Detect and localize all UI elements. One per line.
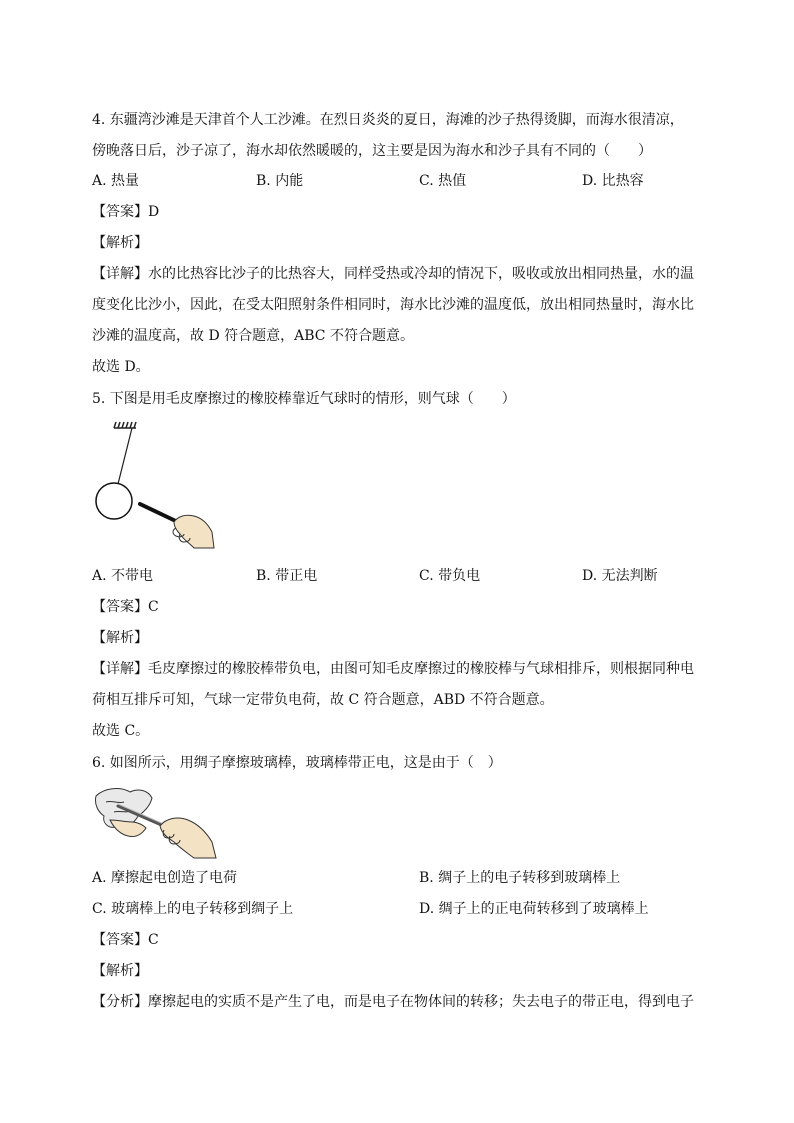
q6-option-a: A. 摩擦起电创造了电荷 — [92, 870, 238, 886]
q4-conclusion: 故选 D。 — [92, 359, 150, 375]
q6-option-c: C. 玻璃棒上的电子转移到绸子上 — [92, 901, 294, 917]
string — [118, 428, 132, 484]
balloon — [96, 483, 132, 519]
q4-detail-line2: 度变化比沙小，因此，在受太阳照射条件相同时，海水比沙滩的温度低，放出相同热量时，海水比 — [92, 297, 694, 313]
q5-detail-line1: 【详解】毛皮摩擦过的橡胶棒带负电，由图可知毛皮摩擦过的橡胶棒与气球相排斥，则根据同种电 — [92, 661, 694, 677]
q5-conclusion: 故选 C。 — [92, 723, 150, 739]
ceiling-support — [114, 422, 136, 428]
hand — [173, 515, 214, 548]
q5-option-a: A. 不带电 — [92, 568, 154, 584]
left-hand — [110, 820, 146, 837]
q5-option-c: C. 带负电 — [419, 568, 481, 584]
q6-option-b: B. 绸子上的电子转移到玻璃棒上 — [419, 870, 621, 886]
q4-detail-line3: 沙滩的温度高，故 D 符合题意，ABC 不符合题意。 — [92, 328, 414, 344]
q5-option-b: B. 带正电 — [256, 568, 318, 584]
q4-option-b: B. 内能 — [256, 173, 304, 189]
q4-option-a: A. 热量 — [92, 173, 140, 189]
q5-answer: 【答案】C — [92, 599, 159, 615]
q5-detail-line2: 荷相互排斥可知，气球一定带负电荷，故 C 符合题意，ABD 不符合题意。 — [92, 692, 554, 708]
q4-answer: 【答案】D — [92, 204, 160, 220]
q4-analysis-label: 【解析】 — [92, 235, 148, 251]
q4-stem-line2: 傍晚落日后，沙子凉了，海水却依然暖暖的，这主要是因为海水和沙子具有不同的（ ） — [92, 143, 652, 159]
q6-answer: 【答案】C — [92, 932, 159, 948]
q6-stem: 6. 如图所示，用绸子摩擦玻璃棒，玻璃棒带正电，这是由于（ ） — [92, 755, 502, 771]
q4-option-d: D. 比热容 — [582, 173, 644, 189]
q4-stem-line1: 4. 东疆湾沙滩是天津首个人工沙滩。在烈日炎炎的夏日，海滩的沙子热得烫脚，而海水很清凉， — [92, 112, 684, 128]
balloon-rod-figure — [90, 420, 220, 555]
q5-stem: 5. 下图是用毛皮摩擦过的橡胶棒靠近气球时的情形，则气球（ ） — [92, 391, 516, 407]
q6-analysis-label: 【解析】 — [92, 963, 148, 979]
q6-option-d: D. 绸子上的正电荷转移到了玻璃棒上 — [419, 901, 649, 917]
q6-analysis-line1: 【分析】摩擦起电的实质不是产生了电，而是电子在物体间的转移；失去电子的带正电，得到电子 — [92, 994, 694, 1010]
q4-detail-line1: 【详解】水的比热容比沙子的比热容大，同样受热或冷却的情况下，吸收或放出相同热量，水的温 — [92, 266, 694, 282]
q5-analysis-label: 【解析】 — [92, 630, 148, 646]
silk-glass-rod-figure — [90, 782, 222, 862]
right-hand — [160, 818, 216, 858]
q4-option-c: C. 热值 — [419, 173, 467, 189]
q5-option-d: D. 无法判断 — [582, 568, 658, 584]
